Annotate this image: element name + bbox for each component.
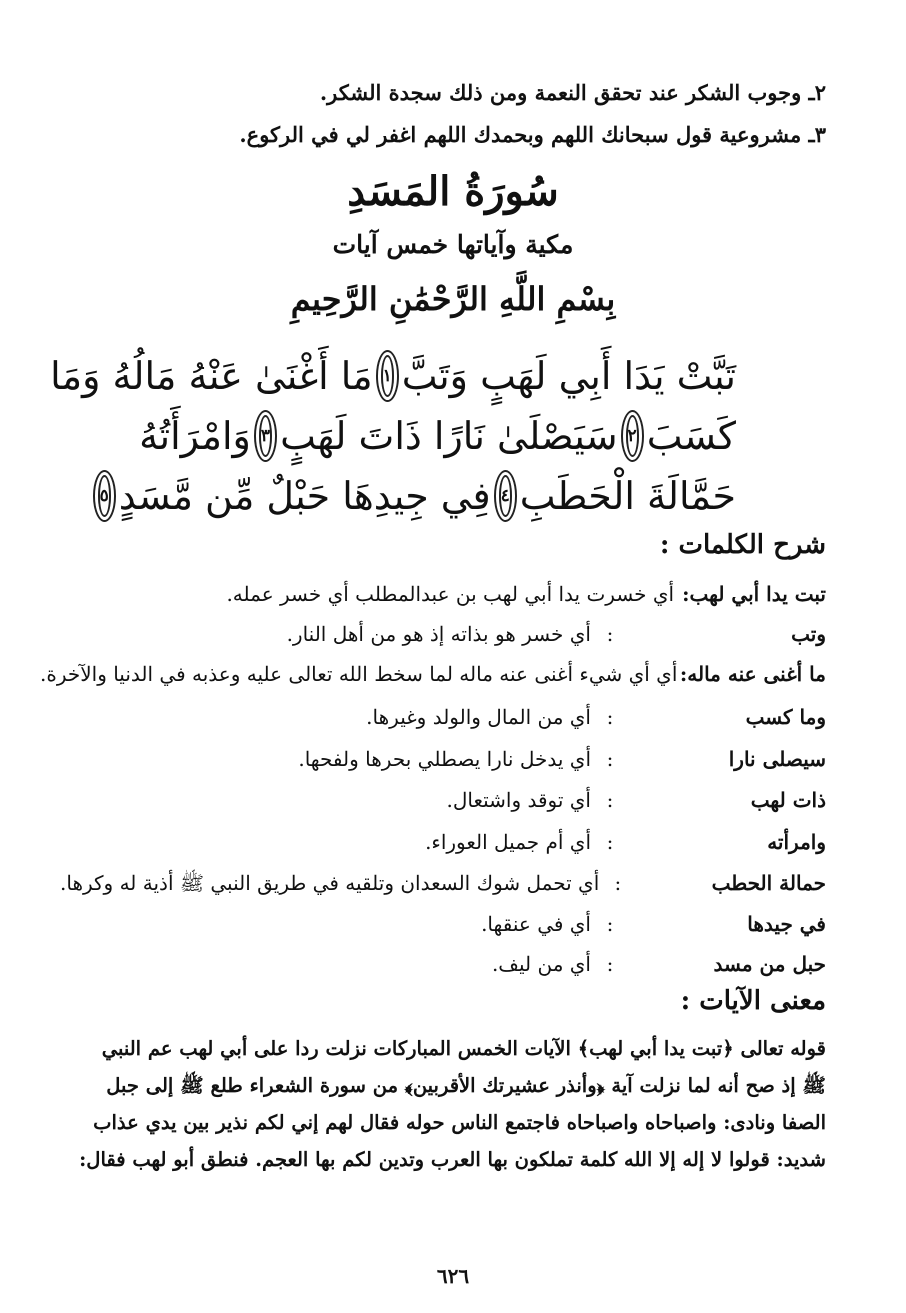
glossary-item: [60, 871, 826, 900]
surah-subtitle: مكية وآياتها خمس آيات: [332, 230, 574, 259]
separator: :: [606, 747, 614, 771]
ayah-number-marker: ٥: [98, 475, 111, 517]
ayah-text: حَمَّالَةَ الْحَطَبِ: [519, 474, 736, 518]
ayah-text: وَامْرَأَتُهُ: [139, 414, 251, 458]
lesson-point-2: ٢ـ وجوب الشكر عند تحقق النعمة ومن ذلك سجدة الشكر.: [319, 80, 826, 105]
glossary-item: [60, 788, 826, 812]
glossary-item: [60, 747, 826, 771]
glossary-term: وما كسب: [745, 705, 826, 729]
ayah-number-marker: ١: [381, 355, 394, 397]
meaning-paragraph: [78, 1030, 826, 1178]
separator: :: [614, 871, 622, 895]
page-number: ٦٢٦: [436, 1264, 470, 1288]
ayah-text: كَسَبَ: [646, 414, 736, 458]
glossary-definition: أي أم جميل العوراء.: [425, 830, 591, 854]
glossary-item: [60, 952, 826, 976]
glossary-definition: أي توقد واشتعال.: [446, 788, 591, 812]
ayah-number-marker: ٣: [259, 415, 272, 457]
glossary-item: [40, 662, 826, 686]
meaning-line: شديد: قولوا لا إله إلا الله كلمة تملكون بها العرب وتدين لكم بها العجم. فنطق أبو لهب فقال:: [79, 1148, 826, 1171]
separator: :: [606, 622, 614, 646]
glossary-term: وامرأته: [767, 830, 826, 854]
glossary-definition: أي خسرت يدا أبي لهب بن عبدالمطلب أي خسر عمله.: [226, 582, 675, 606]
glossary-definition: أي خسر هو بذاته إذ هو من أهل النار.: [286, 622, 591, 646]
meaning-line: الصفا ونادى: واصباحاه واصباحاه فاجتمع الناس حوله فقال لهم إني لكم نذير بين يدي عذاب: [93, 1111, 826, 1134]
glossary-item: [60, 705, 826, 729]
separator: :: [606, 788, 614, 812]
glossary-term: سيصلى نارا: [728, 747, 826, 771]
separator: :: [606, 830, 614, 854]
basmala: بِسْمِ اللَّهِ الرَّحْمَٰنِ الرَّحِيمِ: [290, 280, 616, 318]
ayah-text: تَبَّتْ يَدَا أَبِي لَهَبٍ وَتَبَّ: [401, 354, 736, 398]
separator: :: [606, 705, 614, 729]
surah-title: سُورَةُ المَسَدِ: [347, 168, 559, 215]
ayah-text: فِي جِيدِهَا حَبْلٌ مِّن مَّسَدٍ: [118, 474, 491, 518]
glossary-term: تبت يدا أبي لهب:: [682, 582, 826, 606]
glossary-item: [60, 830, 826, 854]
glossary-term: في جيدها: [747, 912, 826, 936]
glossary-item: [60, 912, 826, 936]
meaning-line: ﷺ إذ صح أنه لما نزلت آية ﴿وأنذر عشيرتك الأقربين﴾ من سورة الشعراء طلع ﷺ إلى جبل: [106, 1074, 826, 1097]
separator: :: [606, 952, 614, 976]
glossary-item: [60, 582, 826, 606]
glossary-definition: أي من المال والولد وغيرها.: [366, 705, 591, 729]
meaning-line: قوله تعالى ﴿تبت يدا أبي لهب﴾ الآيات الخمس المباركات نزلت ردا على أبي لهب عم النبي: [101, 1037, 826, 1060]
separator: :: [606, 912, 614, 936]
glossary-term: ما أغنى عنه ماله:: [679, 662, 826, 686]
glossary-term: حبل من مسد: [713, 952, 826, 976]
glossary-term: وتب: [791, 622, 826, 646]
glossary-term: حمالة الحطب: [711, 871, 826, 895]
ayah-number-marker: ٢: [626, 415, 639, 457]
ayah-line-3: [99, 468, 736, 524]
ayah-text: مَا أَغْنَىٰ عَنْهُ مَالُهُ وَمَا: [50, 354, 373, 398]
meaning-heading: معنى الآيات :: [680, 986, 826, 1016]
ayah-text: سَيَصْلَىٰ نَارًا ذَاتَ لَهَبٍ: [280, 414, 618, 458]
glossary-item: [60, 622, 826, 646]
ayah-line-2: [139, 408, 736, 464]
glossary-definition: أي في عنقها.: [481, 912, 591, 936]
lesson-point-3: ٣ـ مشروعية قول سبحانك اللهم وبحمدك اللهم اغفر لي في الركوع.: [239, 122, 826, 147]
glossary-definition: أي يدخل نارا يصطلي بحرها ولفحها.: [298, 747, 591, 771]
glossary-definition: أي من ليف.: [491, 952, 591, 976]
glossary-definition: أي تحمل شوك السعدان وتلقيه في طريق النبي ﷺ أذية له وكرها.: [60, 871, 600, 895]
ayah-number-marker: ٤: [499, 475, 512, 517]
glossary-definition: أي أي شيء أغنى عنه ماله لما سخط الله تعالى عليه وعذبه في الدنيا والآخرة.: [40, 662, 678, 686]
glossary-heading: شرح الكلمات :: [659, 530, 826, 560]
glossary-term: ذات لهب: [750, 788, 826, 812]
ayah-line-1: [50, 348, 736, 404]
